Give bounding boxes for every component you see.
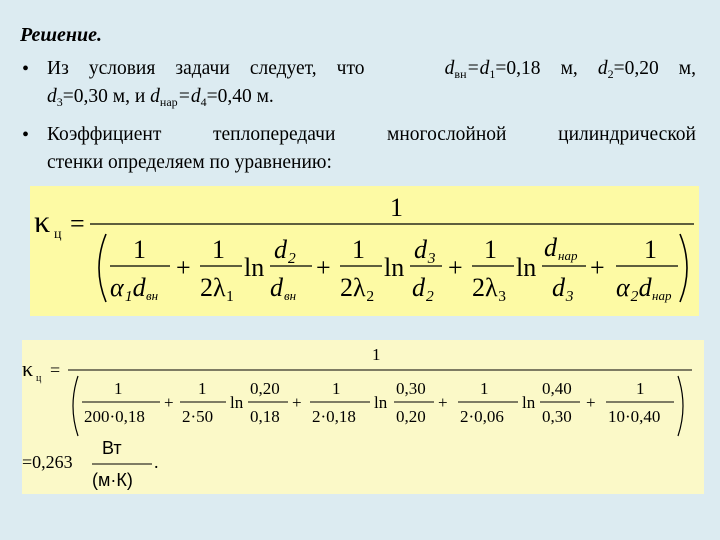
bullet2-line2: стенки определяем по уравнению:	[47, 152, 332, 173]
term2-numerator: d₂	[274, 235, 297, 264]
term3-numerator: 0,30	[396, 379, 426, 398]
term5-denominator: 10·0,40	[608, 407, 661, 426]
plus-sign: +	[448, 253, 463, 282]
term2-coef-denominator: 2λ₁	[200, 273, 235, 302]
term3-denominator: 0,20	[396, 407, 426, 426]
term4-coef-denominator: 2·0,06	[460, 407, 504, 426]
term4-numerator: d	[544, 233, 557, 262]
term1-numerator: 1	[114, 379, 123, 398]
equals-sign: =	[50, 360, 61, 380]
formula-general	[30, 186, 699, 316]
bullet-marker: •	[22, 124, 30, 146]
term5-numerator: 1	[644, 235, 657, 264]
term2-coef-numerator: 1	[198, 379, 207, 398]
term3-numerator: d₃	[414, 235, 437, 264]
term4-numerator: 0,40	[542, 379, 572, 398]
kappa-subscript: ц	[54, 227, 62, 242]
d-vn-value: $d_{вн}=d_1=0,18$ м,	[444, 58, 578, 81]
term1-denominator: 200·0,18	[84, 407, 145, 426]
unit-denominator: (м·К)	[92, 470, 133, 490]
plus-sign: +	[438, 393, 448, 412]
unit-numerator: Вт	[102, 438, 122, 458]
main-numerator: 1	[372, 345, 381, 364]
term3-ln: ln	[374, 393, 388, 412]
term4-denominator: d₃	[552, 273, 575, 302]
term5-numerator: 1	[636, 379, 645, 398]
plus-sign: +	[176, 253, 191, 282]
term2-denominator: 0,18	[250, 407, 280, 426]
term2-coef-denominator: 2·50	[182, 407, 214, 426]
formula-numeric	[22, 340, 704, 494]
term2-coef-numerator: 1	[212, 235, 225, 264]
term1-denominator: α₁d	[110, 273, 146, 302]
equals-sign: =	[70, 209, 85, 238]
term3-coef-denominator: 2λ₂	[340, 273, 375, 302]
bullet2-line1: Коэффициент теплопередачи многослойной цилиндрической	[47, 124, 696, 145]
result-period: .	[154, 452, 159, 472]
term5-denominator: α₂d	[616, 273, 652, 302]
term2-ln: ln	[230, 393, 244, 412]
kappa-subscript: ц	[36, 373, 42, 384]
term4-denominator: 0,30	[542, 407, 572, 426]
term2-denominator: d	[270, 273, 283, 302]
term5-den-subscript: нар	[652, 288, 672, 303]
heading: Решение.	[20, 24, 103, 46]
right-paren	[678, 376, 683, 436]
bullet1-intro: Из условия задачи следует, что	[47, 58, 365, 79]
bullet1-line2	[47, 86, 274, 110]
d2-value: $d_2=0,20$ м,	[597, 58, 696, 81]
term4-coef-numerator: 1	[480, 379, 489, 398]
plus-sign: +	[292, 393, 302, 412]
left-paren	[99, 234, 106, 302]
term4-ln: ln	[516, 253, 537, 282]
term4-coef-numerator: 1	[484, 235, 497, 264]
term2-den-subscript: вн	[284, 288, 297, 303]
kappa-symbol: κ	[22, 356, 34, 381]
bullet1-line1	[47, 58, 696, 82]
term1-numerator: 1	[133, 235, 146, 264]
plus-sign: +	[316, 253, 331, 282]
term3-coef-denominator: 2·0,18	[312, 407, 356, 426]
term4-coef-denominator: 2λ₃	[472, 273, 507, 302]
right-paren	[680, 234, 687, 302]
d3-value: $d_3=0,30$ м, и	[47, 86, 146, 109]
bullet-marker: •	[22, 58, 30, 80]
plus-sign: +	[164, 393, 174, 412]
term2-ln: ln	[244, 253, 265, 282]
term4-num-subscript: нар	[558, 248, 578, 263]
term3-ln: ln	[384, 253, 405, 282]
term1-den-subscript: вн	[146, 288, 159, 303]
term3-denominator: d₂	[412, 273, 435, 302]
plus-sign: +	[590, 253, 605, 282]
term3-coef-numerator: 1	[332, 379, 341, 398]
d-nar-value: $d_{нар}=d_4=0,40$ м.	[150, 86, 274, 109]
term4-ln: ln	[522, 393, 536, 412]
plus-sign: +	[586, 393, 596, 412]
main-numerator: 1	[390, 193, 403, 222]
term3-coef-numerator: 1	[352, 235, 365, 264]
left-paren	[73, 376, 78, 436]
kappa-symbol: κ	[34, 203, 51, 239]
result-value: =0,263	[22, 452, 73, 472]
term2-numerator: 0,20	[250, 379, 280, 398]
